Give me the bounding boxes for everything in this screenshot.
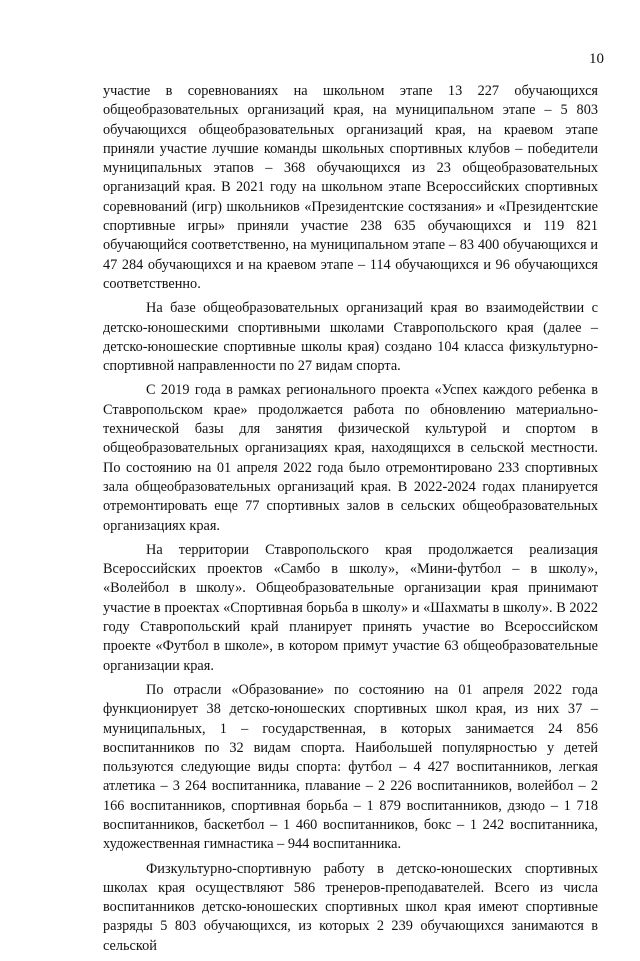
document-body	[103, 82, 598, 961]
paragraph-sport-classes: На базе общеобразовательных организаций края во взаимодействии с детско-юношескими спортивными школами Ставропольского края (далее – детско-юношеские спортивные школы края) создано 104 класса физкультурно-спортивной направленности по 27 видам спорта.	[103, 300, 598, 375]
paragraph-sport-schools: По отрасли «Образование» по состоянию на 01 апреля 2022 года функционирует 38 детско-юношеских спортивных школ края, из них 37 – муниципальных, 1 – государственная, в которых занимается 24 856 воспитанников по 32 видам спорта. Наибольшей популярностью у детей пользуются следующие виды спорта: футбол – 4 427 воспитанников, легкая атлетика – 3 264 воспитанника, плавание – 2 226 воспитанников, волейбол – 2 166 воспитанников, спортивная борьба – 1 879 воспитанников, дзюдо – 1 718 воспитанников, баскетбол – 1 460 воспитанников, бокс – 1 242 воспитанника, художественная гимнастика – 944 воспитанника.	[103, 681, 598, 853]
paragraph-school-projects: На территории Ставропольского края продолжается реализация Всероссийских проектов «Самбо в школу», «Мини-футбол – в школу», «Волейбол в школу». Общеобразовательные организации края принимают участие в проектах «Спортивная борьба в школу» и «Шахматы в школу». В 2022 году Ставропольский край планирует принять участие во Всероссийском проекте «Футбол в школе», в котором примут участие 63 общеобразовательные организации края.	[103, 541, 598, 674]
paragraph-school-competitions: участие в соревнованиях на школьном этапе 13 227 обучающихся общеобразовательных организаций края, на муниципальном этапе – 5 803 обучающихся общеобразовательных организаций края, на краевом этапе приняли участие лучшие команды школьных спортивных клубов – победители муниципальных этапов – 368 обучающихся из 23 общеобразовательных организаций края. В 2021 году на школьном этапе Всероссийских спортивных соревнований (игр) школьников «Президентские состязания» и «Президентские спортивные игры» приняли участие 238 635 обучающихся и 119 821 обучающийся соответственно, на муниципальном этапе – 83 400 обучающихся и 47 284 обучающихся и на краевом этапе – 114 обучающихся и 96 обучающихся соответственно.	[103, 83, 598, 292]
paragraph-coaches: Физкультурно-спортивную работу в детско-юношеских спортивных школах края осуществляют 586 тренеров-преподавателей. Всего из числа воспитанников детско-юношеских спортивных школ края имеют спортивные разряды 5 803 обучающихся, из которых 2 239 обучающихся занимаются в сельской	[103, 860, 598, 954]
paragraph-gym-renovation: С 2019 года в рамках регионального проекта «Успех каждого ребенка в Ставропольском крае» продолжается работа по обновлению материально-технической базы для занятия физической культурой и спортом в общеобразовательных организациях края, находящихся в сельской местности. По состоянию на 01 апреля 2022 года было отремонтировано 233 спортивных зала общеобразовательных организаций края. В 2022-2024 годах планируется отремонтировать еще 77 спортивных залов в сельских общеобразовательных организациях края.	[103, 382, 598, 534]
page-number: 10	[589, 51, 604, 67]
